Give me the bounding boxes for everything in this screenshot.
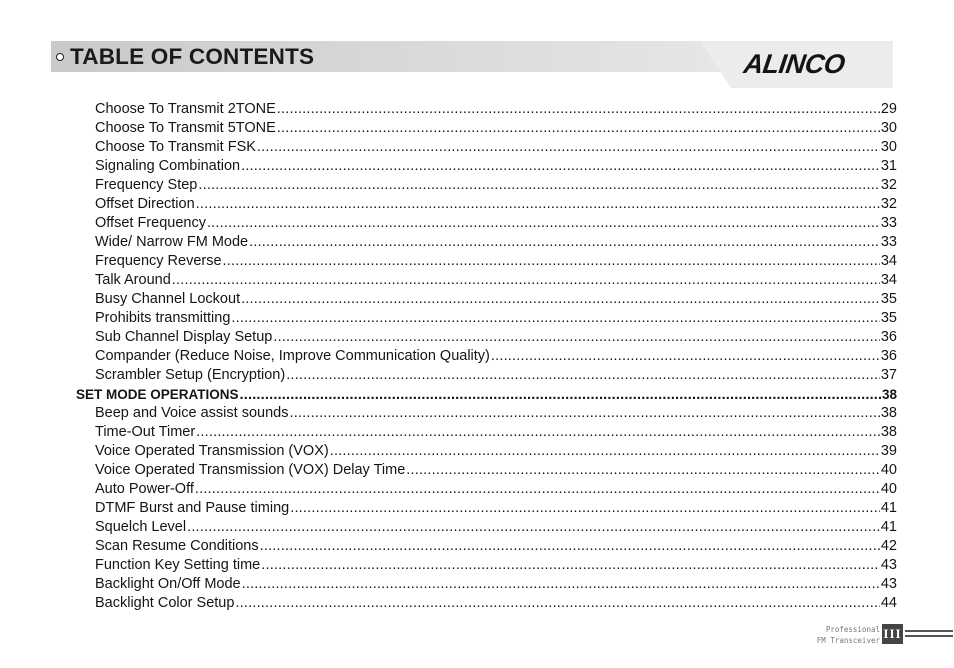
toc-entry-label: Scan Resume Conditions — [95, 538, 259, 554]
toc-leader-dots — [241, 290, 880, 309]
toc-entry-page: 36 — [880, 348, 897, 364]
toc-entry-row[interactable] — [76, 157, 897, 176]
toc-leader-dots — [290, 499, 880, 518]
toc-entry-page: 40 — [880, 481, 897, 497]
toc-entry-label: SET MODE OPERATIONS — [76, 387, 239, 402]
toc-entry-page: 38 — [881, 387, 897, 402]
toc-entry-page: 30 — [880, 139, 897, 155]
toc-entry-row[interactable] — [76, 594, 897, 613]
toc-leader-dots — [286, 366, 880, 385]
toc-entry-label: Sub Channel Display Setup — [95, 329, 273, 345]
footer-caption — [796, 625, 880, 646]
toc-entry-page: 31 — [880, 158, 897, 174]
toc-entry-row[interactable] — [76, 556, 897, 575]
toc-entry-label: Busy Channel Lockout — [95, 291, 241, 307]
toc-entry-page: 37 — [880, 367, 897, 383]
toc-entry-row[interactable] — [76, 214, 897, 233]
toc-entry-page: 33 — [880, 234, 897, 250]
toc-entry-label: Choose To Transmit 2TONE — [95, 101, 276, 117]
toc-entry-label: Prohibits transmitting — [95, 310, 231, 326]
toc-entry-label: Auto Power-Off — [95, 481, 194, 497]
toc-entry-label: Talk Around — [95, 272, 171, 288]
toc-leader-dots — [187, 518, 880, 537]
toc-entry-page: 36 — [880, 329, 897, 345]
toc-entry-page: 38 — [880, 405, 897, 421]
toc-entry-label: Signaling Combination — [95, 158, 241, 174]
toc-entry-page: 34 — [880, 253, 897, 269]
toc-entry-page: 35 — [880, 291, 897, 307]
toc-entry-page: 32 — [880, 196, 897, 212]
toc-leader-dots — [242, 575, 880, 594]
toc-leader-dots — [241, 157, 880, 176]
toc-entry-label: Frequency Step — [95, 177, 198, 193]
toc-entry-row[interactable] — [76, 423, 897, 442]
toc-entry-label: DTMF Burst and Pause timing — [95, 500, 290, 516]
toc-entry-row[interactable] — [76, 119, 897, 138]
toc-leader-dots — [491, 347, 880, 366]
toc-entry-row[interactable] — [76, 233, 897, 252]
toc-leader-dots — [289, 404, 879, 423]
page-number: III — [882, 624, 903, 644]
toc-entry-page: 35 — [880, 310, 897, 326]
toc-leader-dots — [330, 442, 880, 461]
toc-entry-page: 43 — [880, 557, 897, 573]
toc-entry-row[interactable] — [76, 518, 897, 537]
toc-entry-page: 33 — [880, 215, 897, 231]
toc-entry-row[interactable] — [76, 195, 897, 214]
toc-leader-dots — [196, 423, 880, 442]
footer-line-2: FM Transceiver — [816, 635, 880, 645]
footer-line-1: Professional — [825, 625, 880, 634]
alinco-logo: ALINCO — [741, 49, 847, 79]
toc-entry-label: Backlight On/Off Mode — [95, 576, 241, 592]
toc-entry-label: Choose To Transmit 5TONE — [95, 120, 276, 136]
toc-entry-page: 39 — [880, 443, 897, 459]
toc-section-row[interactable] — [76, 385, 897, 404]
toc-entry-label: Choose To Transmit FSK — [95, 139, 256, 155]
toc-entry-label: Backlight Color Setup — [95, 595, 235, 611]
toc-leader-dots — [223, 252, 880, 271]
toc-entry-row[interactable] — [76, 366, 897, 385]
toc-entry-page: 38 — [880, 424, 897, 440]
toc-entry-label: Function Key Setting time — [95, 557, 261, 573]
toc-leader-dots — [273, 328, 880, 347]
toc-leader-dots — [249, 233, 880, 252]
toc-entry-label: Wide/ Narrow FM Mode — [95, 234, 249, 250]
toc-entry-label: Squelch Level — [95, 519, 187, 535]
toc-entry-label: Voice Operated Transmission (VOX) Delay Time — [95, 462, 406, 478]
toc-entry-page: 30 — [880, 120, 897, 136]
toc-leader-dots — [260, 537, 880, 556]
toc-entry-label: Offset Direction — [95, 196, 195, 212]
toc-leader-dots — [277, 119, 880, 138]
toc-leader-dots — [277, 100, 880, 119]
toc-leader-dots — [235, 594, 879, 613]
toc-entry-page: 44 — [880, 595, 897, 611]
toc-leader-dots — [231, 309, 879, 328]
toc-leader-dots — [196, 195, 880, 214]
toc-entry-label: Voice Operated Transmission (VOX) — [95, 443, 329, 459]
toc-leader-dots — [257, 138, 880, 157]
toc-entry-row[interactable] — [76, 499, 897, 518]
toc-entry-row[interactable] — [76, 328, 897, 347]
toc-entry-row[interactable] — [76, 461, 897, 480]
page-title: TABLE OF CONTENTS — [70, 44, 315, 69]
toc-entry-row[interactable] — [76, 309, 897, 328]
toc-entry-row[interactable] — [76, 252, 897, 271]
toc-entry-label: Beep and Voice assist sounds — [95, 405, 289, 421]
toc-entry-page: 29 — [880, 101, 897, 117]
toc-entry-row[interactable] — [76, 537, 897, 556]
toc-entry-page: 41 — [880, 500, 897, 516]
toc-entry-row[interactable] — [76, 347, 897, 366]
toc-entry-row[interactable] — [76, 404, 897, 423]
table-of-contents — [76, 100, 897, 613]
toc-entry-page: 32 — [880, 177, 897, 193]
toc-leader-dots — [172, 271, 880, 290]
toc-leader-dots — [261, 556, 880, 575]
toc-entry-row[interactable] — [76, 442, 897, 461]
toc-entry-label: Compander (Reduce Noise, Improve Communication Quality) — [95, 348, 490, 364]
toc-leader-dots — [406, 461, 880, 480]
toc-leader-dots — [207, 214, 880, 233]
toc-entry-row[interactable] — [76, 100, 897, 119]
footer-rule-bottom — [905, 635, 953, 637]
toc-entry-label: Scrambler Setup (Encryption) — [95, 367, 286, 383]
toc-entry-row[interactable] — [76, 290, 897, 309]
toc-entry-page: 34 — [880, 272, 897, 288]
toc-entry-row[interactable] — [76, 480, 897, 499]
toc-leader-dots — [195, 480, 880, 499]
toc-entry-label: Time-Out Timer — [95, 424, 196, 440]
toc-entry-page: 42 — [880, 538, 897, 554]
toc-entry-row[interactable] — [76, 575, 897, 594]
toc-entry-page: 40 — [880, 462, 897, 478]
toc-entry-page: 41 — [880, 519, 897, 535]
toc-entry-label: Offset Frequency — [95, 215, 206, 231]
footer-rule-top — [905, 630, 953, 632]
toc-entry-row[interactable] — [76, 138, 897, 157]
toc-entry-label: Frequency Reverse — [95, 253, 222, 269]
toc-entry-row[interactable] — [76, 271, 897, 290]
toc-entry-page: 43 — [880, 576, 897, 592]
toc-leader-dots — [240, 386, 881, 405]
toc-leader-dots — [198, 176, 879, 195]
title-bullet-icon — [56, 53, 64, 61]
toc-entry-row[interactable] — [76, 176, 897, 195]
